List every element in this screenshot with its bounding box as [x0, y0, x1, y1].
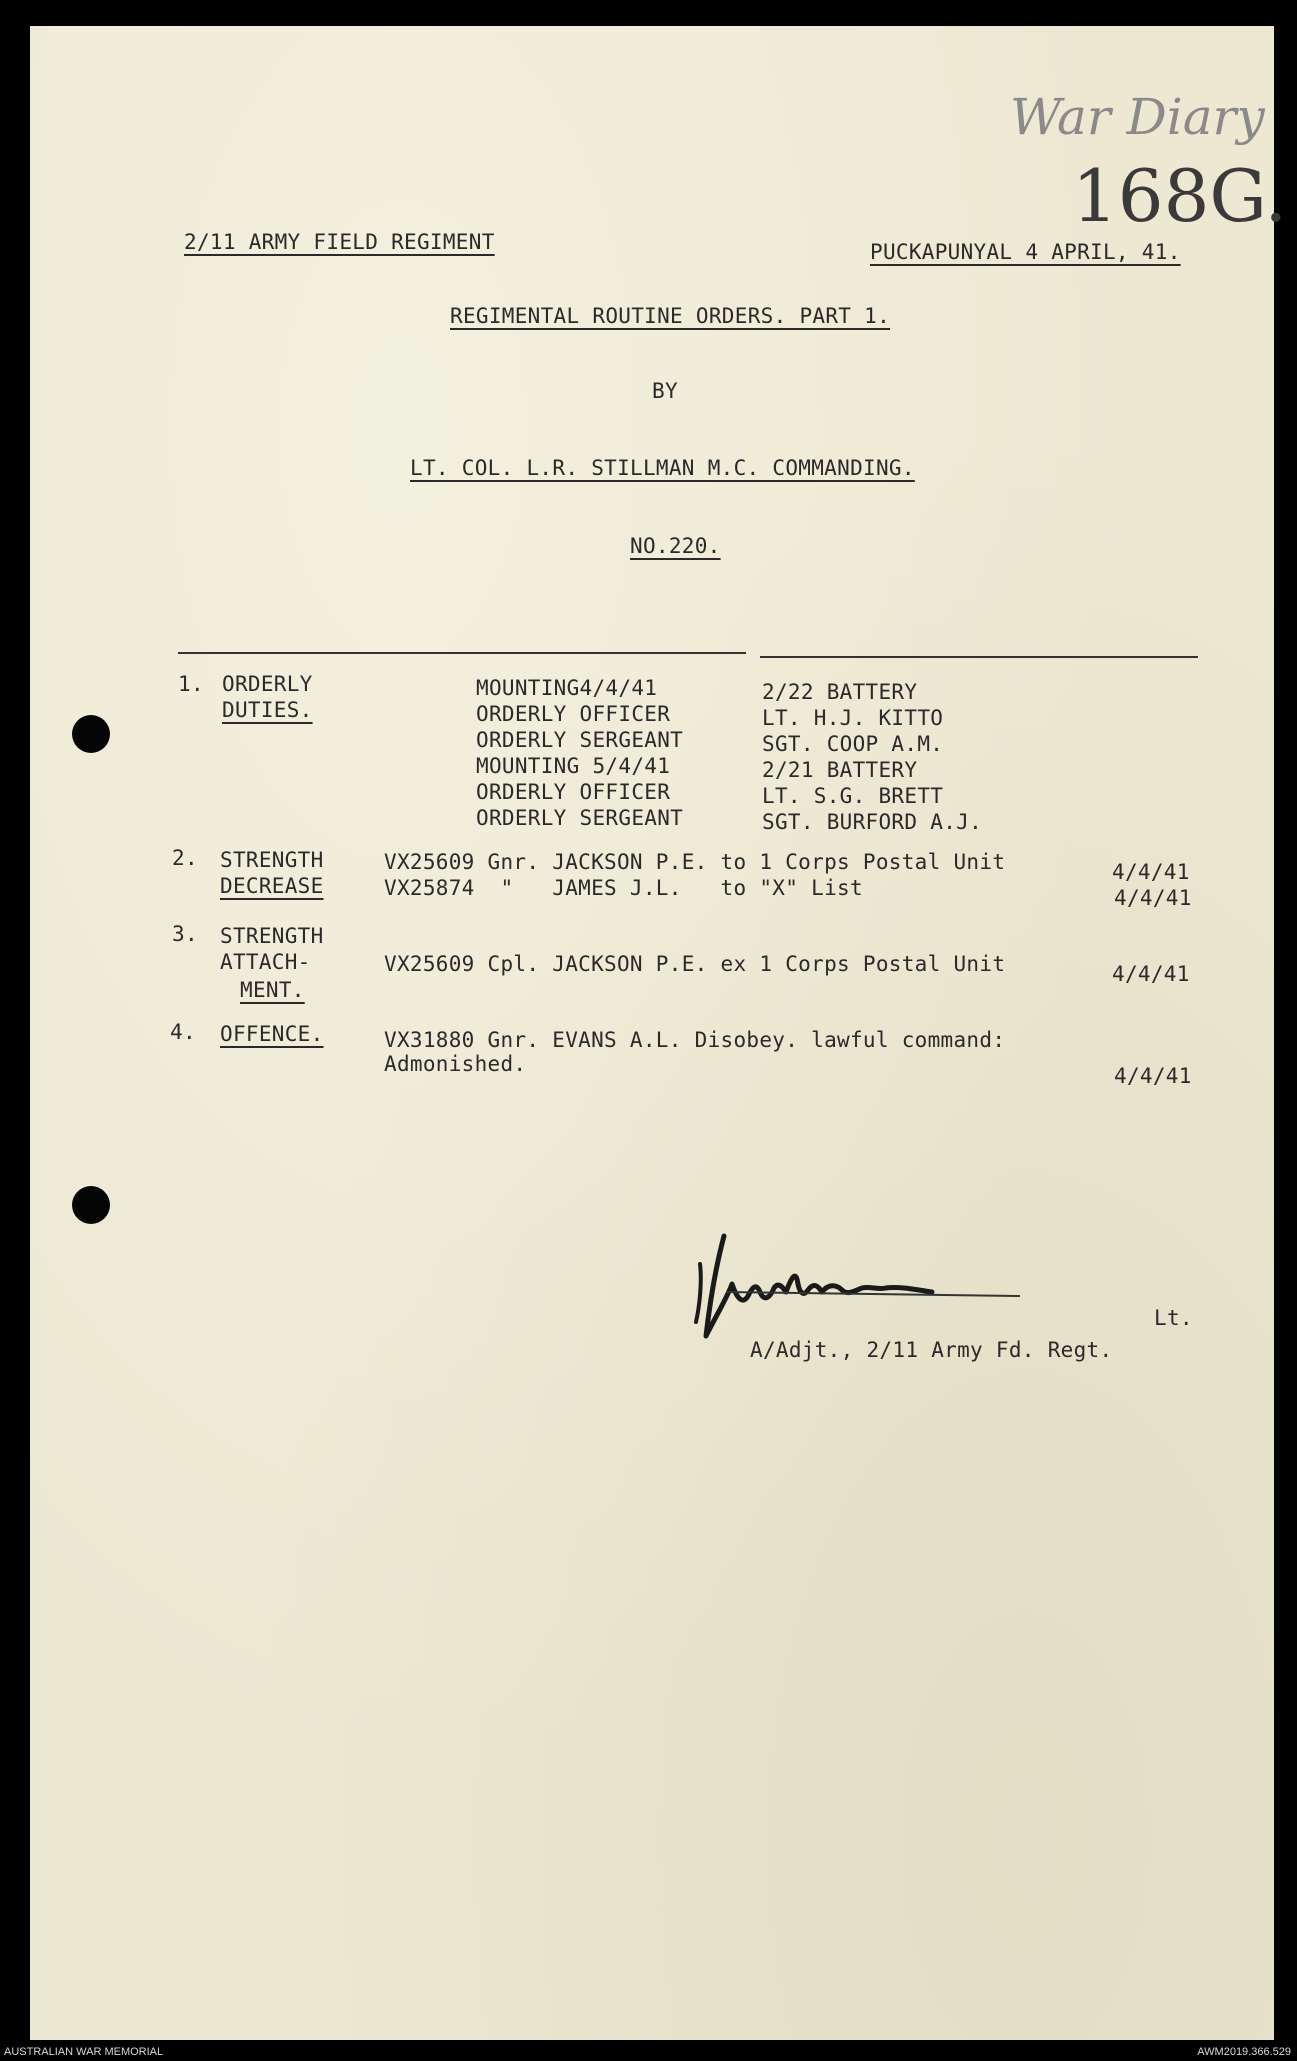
entry-text: VX25609 Gnr. JACKSON P.E. to 1 Corps Postal Unit	[384, 850, 1006, 874]
duty-label: ORDERLY SERGEANT	[476, 728, 684, 752]
duty-assignee: LT. S.G. BRETT	[762, 784, 944, 808]
signature-image	[686, 1226, 1026, 1346]
item-heading-line: MENT.	[240, 978, 305, 1002]
unit-name: 2/11 ARMY FIELD REGIMENT	[184, 230, 495, 254]
signatory-appointment: A/Adjt., 2/11 Army Fd. Regt.	[750, 1338, 1113, 1362]
footer-left: AUSTRALIAN WAR MEMORIAL	[4, 2046, 164, 2058]
document-page	[30, 26, 1288, 2040]
duty-assignee: SGT. COOP A.M.	[762, 732, 944, 756]
footer-right: AWM2019.366.529	[1197, 2046, 1291, 2058]
item-heading-line: ATTACH-	[220, 950, 311, 974]
duty-assignee: SGT. BURFORD A.J.	[762, 810, 983, 834]
duty-assignee: 2/22 BATTERY	[762, 680, 918, 704]
duty-assignee: 2/21 BATTERY	[762, 758, 918, 782]
item-heading-line: STRENGTH	[220, 848, 324, 872]
item-number: 2.	[172, 846, 198, 870]
handwritten-war-diary: War Diary	[1010, 88, 1265, 146]
entry-text: VX25874 " JAMES J.L. to "X" List	[384, 876, 863, 900]
entry-text: VX25609 Cpl. JACKSON P.E. ex 1 Corps Postal Unit	[384, 952, 1006, 976]
item-number: 1.	[178, 672, 204, 696]
duty-assignee: LT. H.J. KITTO	[762, 706, 944, 730]
duty-label: MOUNTING 5/4/41	[476, 754, 671, 778]
document-title: REGIMENTAL ROUTINE ORDERS. PART 1.	[450, 304, 891, 328]
item-heading-line: ORDERLY	[222, 672, 313, 696]
item-heading-line: STRENGTH	[220, 924, 324, 948]
item-number: 4.	[170, 1020, 196, 1044]
duty-label: MOUNTING4/4/41	[476, 676, 658, 700]
entry-text: Admonished.	[384, 1052, 527, 1076]
commander-line: LT. COL. L.R. STILLMAN M.C. COMMANDING.	[410, 456, 915, 480]
divider-rule-right	[760, 656, 1198, 658]
duty-label: ORDERLY OFFICER	[476, 702, 671, 726]
duty-label: ORDERLY SERGEANT	[476, 806, 684, 830]
item-heading-line: OFFENCE.	[220, 1022, 324, 1046]
entry-date: 4/4/41	[1114, 886, 1192, 910]
item-heading-line: DUTIES.	[222, 698, 313, 722]
by-line: BY	[652, 379, 678, 403]
item-number: 3.	[172, 922, 198, 946]
divider-rule-left	[178, 652, 746, 654]
item-heading-line: DECREASE	[220, 874, 324, 898]
signatory-rank: Lt.	[1154, 1306, 1193, 1330]
entry-text: VX31880 Gnr. EVANS A.L. Disobey. lawful command:	[384, 1028, 1006, 1052]
handwritten-number: 168G.	[1072, 154, 1288, 238]
punch-hole-top	[72, 715, 110, 753]
entry-date: 4/4/41	[1112, 860, 1190, 884]
punch-hole-bottom	[72, 1186, 110, 1224]
order-number: NO.220.	[630, 534, 721, 558]
duty-label: ORDERLY OFFICER	[476, 780, 671, 804]
place-date: PUCKAPUNYAL 4 APRIL, 41.	[870, 240, 1181, 264]
entry-date: 4/4/41	[1112, 962, 1190, 986]
entry-date: 4/4/41	[1114, 1064, 1192, 1088]
